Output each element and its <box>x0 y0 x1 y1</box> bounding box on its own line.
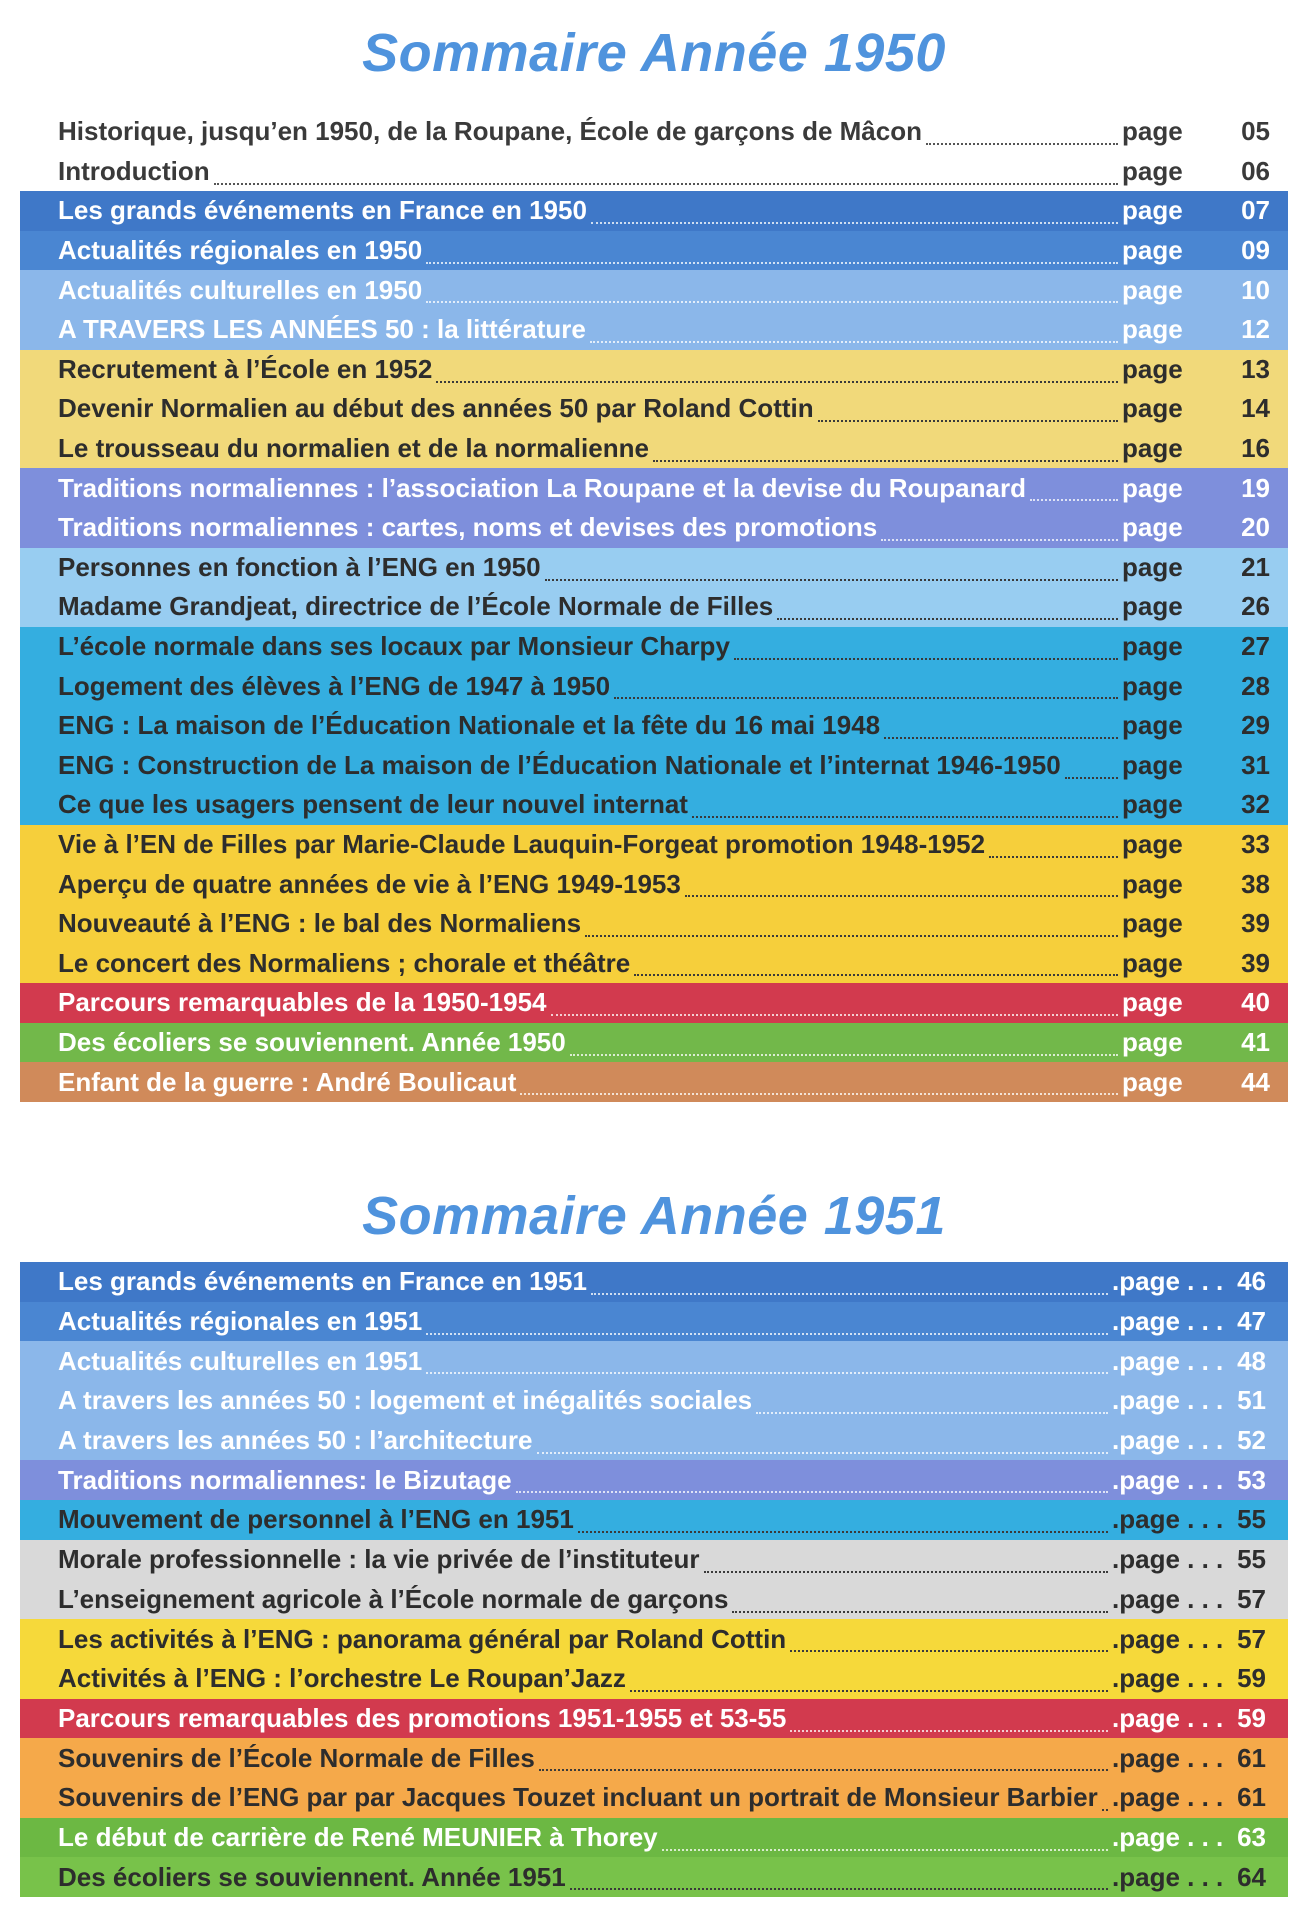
toc-entry[interactable] <box>20 1857 1288 1897</box>
leader-dots <box>926 141 1118 145</box>
toc-entry-page-number: 19 <box>1241 472 1270 503</box>
toc-entry-page-number: 20 <box>1241 512 1270 543</box>
toc-entry-page-word: .page . . . <box>1112 1385 1224 1416</box>
page-title-1950: Sommaire Année 1950 <box>362 23 946 83</box>
toc-entry[interactable] <box>20 666 1288 706</box>
toc-entry-page-number: 55 <box>1237 1504 1266 1535</box>
toc-entry[interactable] <box>20 468 1288 508</box>
toc-entry-page-number: 10 <box>1241 274 1270 305</box>
toc-entry-page-word: page <box>1122 116 1183 147</box>
leader-dots <box>591 220 1118 224</box>
toc-entry[interactable] <box>20 825 1288 865</box>
toc-entry-label: ENG : La maison de l’Éducation Nationale et la fête du 16 mai 1948 <box>58 710 881 741</box>
toc-1951 <box>20 1262 1288 1897</box>
leader-dots <box>777 616 1118 620</box>
toc-entry[interactable] <box>20 270 1288 310</box>
toc-entry-page-number: 41 <box>1241 1026 1270 1057</box>
toc-entry-page-word: page <box>1122 512 1183 543</box>
toc-entry[interactable] <box>20 1778 1288 1818</box>
leader-dots <box>426 260 1118 264</box>
toc-entry-page-number: 47 <box>1237 1306 1266 1337</box>
toc-entry-page-word: .page . . . <box>1112 1266 1224 1297</box>
toc-entry-label: Historique, jusqu’en 1950, de la Roupane, École de garçons de Mâcon <box>58 116 922 147</box>
toc-entry[interactable] <box>20 1381 1288 1421</box>
toc-entry[interactable] <box>20 864 1288 904</box>
toc-entry-page-number: 09 <box>1241 235 1270 266</box>
toc-entry-label: Les grands événements en France en 1951 <box>58 1266 587 1297</box>
toc-entry-page-word: .page . . . <box>1112 1782 1224 1813</box>
leader-dots <box>1102 1807 1108 1811</box>
leader-dots <box>426 1331 1108 1335</box>
toc-entry-page-word: page <box>1122 670 1183 701</box>
toc-entry[interactable] <box>20 1619 1288 1659</box>
toc-entry-label: Activités à l’ENG : l’orchestre Le Roupan’Jazz <box>58 1663 626 1694</box>
toc-entry-page-word: .page . . . <box>1112 1425 1224 1456</box>
toc-entry-page-number: 40 <box>1241 987 1270 1018</box>
toc-entry[interactable] <box>20 1500 1288 1540</box>
toc-entry-page-word: page <box>1122 551 1183 582</box>
leader-dots <box>704 1569 1108 1573</box>
toc-entry-page-word: page <box>1122 1026 1183 1057</box>
toc-entry-page-number: 39 <box>1241 908 1270 939</box>
leader-dots <box>545 577 1118 581</box>
toc-entry-page-word: .page . . . <box>1112 1504 1224 1535</box>
toc-entry-label: Actualités régionales en 1950 <box>58 235 423 266</box>
toc-entry[interactable] <box>20 904 1288 944</box>
toc-entry[interactable] <box>20 112 1288 152</box>
toc-entry-page-word: page <box>1122 789 1183 820</box>
toc-entry-label: Le concert des Normaliens ; chorale et théâtre <box>58 947 631 978</box>
leader-dots <box>590 339 1118 343</box>
toc-entry-page-number: 53 <box>1237 1464 1266 1495</box>
toc-entry[interactable] <box>20 1421 1288 1461</box>
leader-dots <box>614 695 1118 699</box>
leader-dots <box>692 814 1118 818</box>
toc-entry-label: A TRAVERS LES ANNÉES 50 : la littérature <box>58 314 586 345</box>
toc-entry-page-word: page <box>1122 868 1183 899</box>
toc-entry-label: Introduction <box>58 155 210 186</box>
leader-dots <box>1065 775 1118 779</box>
toc-entry-page-word: page <box>1122 947 1183 978</box>
page-title-1951: Sommaire Année 1951 <box>362 1186 946 1246</box>
toc-entry-page-word: page <box>1122 235 1183 266</box>
toc-entry[interactable] <box>20 587 1288 627</box>
toc-entry-page-word: page <box>1122 274 1183 305</box>
leader-dots <box>426 299 1118 303</box>
leader-dots <box>989 854 1118 858</box>
leader-dots <box>634 972 1118 976</box>
toc-entry-page-number: 38 <box>1241 868 1270 899</box>
toc-entry-page-word: page <box>1122 314 1183 345</box>
toc-entry-label: L’école normale dans ses locaux par Monsieur Charpy <box>58 631 730 662</box>
toc-entry-label: Des écoliers se souviennent. Année 1950 <box>58 1026 566 1057</box>
leader-dots <box>585 933 1118 937</box>
toc-entry-page-number: 52 <box>1237 1425 1266 1456</box>
toc-entry-page-number: 64 <box>1237 1861 1266 1892</box>
toc-entry[interactable] <box>20 1699 1288 1739</box>
leader-dots <box>436 379 1118 383</box>
toc-entry-label: Parcours remarquables de la 1950-1954 <box>58 987 547 1018</box>
toc-entry-page-number: 63 <box>1237 1821 1266 1852</box>
toc-entry-page-number: 12 <box>1241 314 1270 345</box>
toc-entry-page-number: 06 <box>1241 155 1270 186</box>
toc-entry-label: Devenir Normalien au début des années 50 par Roland Cottin <box>58 393 814 424</box>
toc-entry-page-number: 29 <box>1241 710 1270 741</box>
leader-dots <box>884 735 1118 739</box>
toc-entry-page-word: .page . . . <box>1112 1821 1224 1852</box>
toc-entry-label: Mouvement de personnel à l’ENG en 1951 <box>58 1504 574 1535</box>
leader-dots <box>790 1648 1108 1652</box>
toc-entry-label: Le début de carrière de René MEUNIER à Thorey <box>58 1821 658 1852</box>
toc-entry-page-word: page <box>1122 393 1183 424</box>
toc-entry-page-number: 31 <box>1241 749 1270 780</box>
toc-entry-page-number: 59 <box>1237 1702 1266 1733</box>
toc-entry-page-word: .page . . . <box>1112 1464 1224 1495</box>
toc-entry-page-number: 61 <box>1237 1742 1266 1773</box>
toc-entry-label: Parcours remarquables des promotions 1951-1955 et 53-55 <box>58 1702 787 1733</box>
leader-dots <box>818 418 1118 422</box>
toc-entry[interactable] <box>20 1659 1288 1699</box>
toc-entry-page-number: 27 <box>1241 631 1270 662</box>
toc-entry-label: Le trousseau du normalien et de la normalienne <box>58 433 649 464</box>
toc-entry[interactable] <box>20 152 1288 192</box>
toc-entry-page-word: page <box>1122 591 1183 622</box>
toc-entry[interactable] <box>20 1738 1288 1778</box>
toc-entry-page-word: .page . . . <box>1112 1544 1224 1575</box>
toc-entry-label: Aperçu de quatre années de vie à l’ENG 1949-1953 <box>58 868 681 899</box>
leader-dots <box>570 1886 1108 1890</box>
toc-entry[interactable] <box>20 1341 1288 1381</box>
toc-entry[interactable] <box>20 746 1288 786</box>
toc-entry[interactable] <box>20 1540 1288 1580</box>
toc-entry-page-number: 59 <box>1237 1663 1266 1694</box>
toc-entry-label: Recrutement à l’École en 1952 <box>58 353 433 384</box>
leader-dots <box>520 1091 1118 1095</box>
toc-entry-page-number: 46 <box>1237 1266 1266 1297</box>
toc-entry-page-word: page <box>1122 433 1183 464</box>
toc-entry-page-word: page <box>1122 828 1183 859</box>
toc-entry[interactable] <box>20 627 1288 667</box>
toc-entry-page-number: 07 <box>1241 195 1270 226</box>
leader-dots <box>790 1728 1108 1732</box>
toc-entry-page-word: page <box>1122 472 1183 503</box>
toc-entry-label: Actualités régionales en 1951 <box>58 1306 423 1337</box>
toc-entry-label: A travers les années 50 : logement et inégalités sociales <box>58 1385 753 1416</box>
toc-entry-label: A travers les années 50 : l’architecture <box>58 1425 533 1456</box>
toc-entry-page-word: .page . . . <box>1112 1742 1224 1773</box>
toc-entry[interactable] <box>20 983 1288 1023</box>
leader-dots <box>570 1052 1118 1056</box>
leader-dots <box>214 181 1118 185</box>
toc-entry[interactable] <box>20 231 1288 271</box>
leader-dots <box>662 1847 1108 1851</box>
toc-entry-page-word: page <box>1122 908 1183 939</box>
toc-entry-page-number: 55 <box>1237 1544 1266 1575</box>
leader-dots <box>685 893 1118 897</box>
toc-entry-page-number: 16 <box>1241 433 1270 464</box>
leader-dots <box>591 1291 1108 1295</box>
leader-dots <box>578 1529 1108 1533</box>
toc-entry-label: Traditions normaliennes: le Bizutage <box>58 1464 512 1495</box>
toc-entry-page-word: page <box>1122 749 1183 780</box>
toc-entry-page-number: 28 <box>1241 670 1270 701</box>
leader-dots <box>630 1688 1108 1692</box>
toc-entry-page-word: page <box>1122 631 1183 662</box>
toc-entry-page-number: 44 <box>1241 1066 1270 1097</box>
toc-entry[interactable] <box>20 350 1288 390</box>
toc-entry-page-word: page <box>1122 155 1183 186</box>
leader-dots <box>734 656 1118 660</box>
toc-entry-page-number: 14 <box>1241 393 1270 424</box>
toc-entry[interactable] <box>20 785 1288 825</box>
leader-dots <box>1030 497 1118 501</box>
toc-entry-label: Vie à l’EN de Filles par Marie-Claude Lauquin-Forgeat promotion 1948-1952 <box>58 828 986 859</box>
toc-entry-page-word: page <box>1122 195 1183 226</box>
toc-entry[interactable] <box>20 1580 1288 1620</box>
toc-entry-page-word: .page . . . <box>1112 1583 1224 1614</box>
toc-entry[interactable] <box>20 389 1288 429</box>
toc-entry-page-number: 48 <box>1237 1345 1266 1376</box>
leader-dots <box>881 537 1118 541</box>
toc-entry-page-number: 51 <box>1237 1385 1266 1416</box>
toc-entry-label: Nouveauté à l’ENG : le bal des Normaliens <box>58 908 582 939</box>
toc-entry[interactable] <box>20 1818 1288 1858</box>
toc-entry-page-word: page <box>1122 710 1183 741</box>
leader-dots <box>539 1767 1108 1771</box>
toc-entry[interactable] <box>20 1460 1288 1500</box>
toc-entry-label: Enfant de la guerre : André Boulicaut <box>58 1066 517 1097</box>
toc-entry-page-number: 57 <box>1237 1583 1266 1614</box>
toc-entry[interactable] <box>20 429 1288 469</box>
toc-entry-page-number: 21 <box>1241 551 1270 582</box>
toc-entry-label: Actualités culturelles en 1950 <box>58 274 423 305</box>
toc-entry-page-word: .page . . . <box>1112 1663 1224 1694</box>
toc-entry-label: Les activités à l’ENG : panorama général par Roland Cottin <box>58 1623 787 1654</box>
toc-entry[interactable] <box>20 508 1288 548</box>
toc-entry-label: Traditions normaliennes : l’association La Roupane et la devise du Roupanard <box>58 472 1026 503</box>
toc-entry[interactable] <box>20 1302 1288 1342</box>
toc-entry-label: L’enseignement agricole à l’École normale de garçons <box>58 1583 729 1614</box>
toc-1950 <box>20 112 1288 1102</box>
toc-entry-page-number: 05 <box>1241 116 1270 147</box>
toc-entry-page-word: .page . . . <box>1112 1623 1224 1654</box>
toc-entry-page-number: 32 <box>1241 789 1270 820</box>
toc-entry-page-word: page <box>1122 353 1183 384</box>
toc-entry-label: Traditions normaliennes : cartes, noms et devises des promotions <box>58 512 878 543</box>
leader-dots <box>551 1012 1118 1016</box>
toc-entry-label: ENG : Construction de La maison de l’Éducation Nationale et l’internat 1946-1950 <box>58 749 1061 780</box>
toc-entry[interactable] <box>20 943 1288 983</box>
toc-entry[interactable] <box>20 1262 1288 1302</box>
toc-entry-page-word: .page . . . <box>1112 1702 1224 1733</box>
toc-entry-page-number: 61 <box>1237 1782 1266 1813</box>
toc-entry[interactable] <box>20 1062 1288 1102</box>
toc-entry[interactable] <box>20 1023 1288 1063</box>
toc-entry-page-number: 33 <box>1241 828 1270 859</box>
toc-entry[interactable] <box>20 310 1288 350</box>
leader-dots <box>426 1370 1108 1374</box>
toc-entry-label: Personnes en fonction à l’ENG en 1950 <box>58 551 541 582</box>
toc-entry-page-number: 39 <box>1241 947 1270 978</box>
toc-entry-page-number: 57 <box>1237 1623 1266 1654</box>
toc-entry-label: Les grands événements en France en 1950 <box>58 195 587 226</box>
toc-entry-label: Ce que les usagers pensent de leur nouvel internat <box>58 789 688 820</box>
toc-entry-label: Madame Grandjeat, directrice de l’École Normale de Filles <box>58 591 774 622</box>
toc-entry-label: Des écoliers se souviennent. Année 1951 <box>58 1861 566 1892</box>
toc-entry-page-number: 13 <box>1241 353 1270 384</box>
toc-entry-label: Souvenirs de l’École Normale de Filles <box>58 1742 535 1773</box>
toc-entry[interactable] <box>20 191 1288 231</box>
toc-entry-page-word: .page . . . <box>1112 1306 1224 1337</box>
leader-dots <box>732 1609 1108 1613</box>
toc-entry-page-word: page <box>1122 987 1183 1018</box>
toc-entry-label: Actualités culturelles en 1951 <box>58 1345 423 1376</box>
leader-dots <box>537 1450 1108 1454</box>
toc-entry-label: Souvenirs de l’ENG par par Jacques Touzet incluant un portrait de Monsieur Barbier <box>58 1782 1098 1813</box>
toc-entry-label: Logement des élèves à l’ENG de 1947 à 1950 <box>58 670 611 701</box>
toc-entry-page-word: page <box>1122 1066 1183 1097</box>
toc-entry[interactable] <box>20 706 1288 746</box>
leader-dots <box>516 1489 1108 1493</box>
toc-entry-page-word: .page . . . <box>1112 1345 1224 1376</box>
leader-dots <box>756 1410 1108 1414</box>
leader-dots <box>653 458 1118 462</box>
toc-entry-page-word: .page . . . <box>1112 1861 1224 1892</box>
toc-entry-page-number: 26 <box>1241 591 1270 622</box>
toc-entry-label: Morale professionnelle : la vie privée de l’instituteur <box>58 1544 700 1575</box>
toc-entry[interactable] <box>20 548 1288 588</box>
